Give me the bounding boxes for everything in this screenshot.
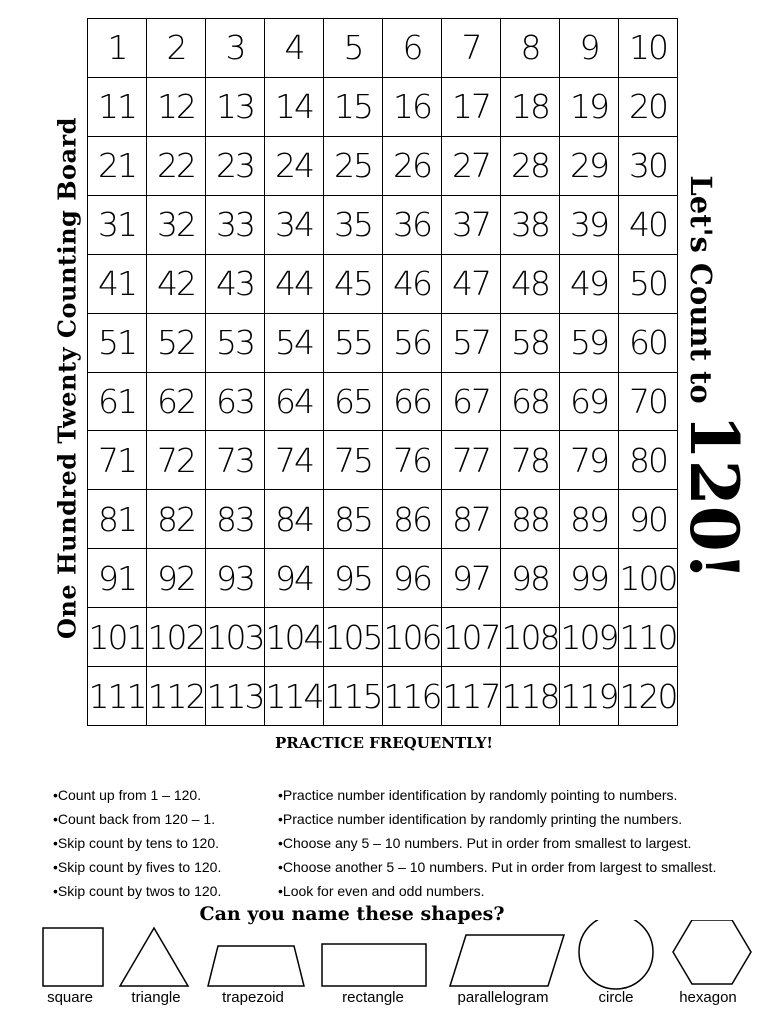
number-cell: 20 <box>619 78 678 137</box>
number-cell: 70 <box>619 373 678 432</box>
shape-label-parallelogram: parallelogram <box>457 989 549 1006</box>
number-cell: 88 <box>501 490 560 549</box>
number-cell: 120 <box>619 667 678 726</box>
number-cell: 112 <box>147 667 206 726</box>
number-cell: 42 <box>147 255 206 314</box>
number-cell: 35 <box>324 196 383 255</box>
number-cell: 107 <box>442 608 501 667</box>
number-cell: 82 <box>147 490 206 549</box>
tip-item: •Skip count by twos to 120. <box>53 883 222 899</box>
number-cell: 104 <box>265 608 324 667</box>
number-cell: 2 <box>147 19 206 78</box>
number-cell: 6 <box>383 19 442 78</box>
number-cell: 111 <box>88 667 147 726</box>
tip-item: •Count back from 120 – 1. <box>53 811 216 827</box>
triangle-icon <box>120 928 188 986</box>
number-cell: 7 <box>442 19 501 78</box>
number-cell: 86 <box>383 490 442 549</box>
number-cell: 13 <box>206 78 265 137</box>
number-cell: 52 <box>147 314 206 373</box>
number-cell: 81 <box>88 490 147 549</box>
number-cell: 54 <box>265 314 324 373</box>
number-cell: 109 <box>560 608 619 667</box>
shape-label-rectangle: rectangle <box>342 989 404 1006</box>
number-cell: 47 <box>442 255 501 314</box>
number-cell: 116 <box>383 667 442 726</box>
number-cell: 78 <box>501 431 560 490</box>
number-cell: 60 <box>619 314 678 373</box>
number-cell: 71 <box>88 431 147 490</box>
number-cell: 53 <box>206 314 265 373</box>
number-cell: 4 <box>265 19 324 78</box>
number-cell: 59 <box>560 314 619 373</box>
number-cell: 5 <box>324 19 383 78</box>
tip-item: •Practice number identification by randomly printing the numbers. <box>278 811 683 827</box>
number-cell: 113 <box>206 667 265 726</box>
number-cell: 58 <box>501 314 560 373</box>
number-cell: 63 <box>206 373 265 432</box>
number-cell: 119 <box>560 667 619 726</box>
number-cell: 68 <box>501 373 560 432</box>
number-cell: 37 <box>442 196 501 255</box>
number-cell: 1 <box>88 19 147 78</box>
number-cell: 102 <box>147 608 206 667</box>
lets-count-title-number: 120! <box>675 413 753 581</box>
number-cell: 114 <box>265 667 324 726</box>
number-cell: 14 <box>265 78 324 137</box>
number-cell: 95 <box>324 549 383 608</box>
number-cell: 117 <box>442 667 501 726</box>
number-cell: 25 <box>324 137 383 196</box>
number-cell: 101 <box>88 608 147 667</box>
number-cell: 19 <box>560 78 619 137</box>
number-cell: 75 <box>324 431 383 490</box>
number-cell: 10 <box>619 19 678 78</box>
number-cell: 72 <box>147 431 206 490</box>
number-cell: 74 <box>265 431 324 490</box>
number-cell: 22 <box>147 137 206 196</box>
number-cell: 73 <box>206 431 265 490</box>
number-cell: 9 <box>560 19 619 78</box>
number-cell: 91 <box>88 549 147 608</box>
number-cell: 118 <box>501 667 560 726</box>
number-cell: 27 <box>442 137 501 196</box>
number-cell: 69 <box>560 373 619 432</box>
shapes-row <box>0 920 768 990</box>
tip-item: •Look for even and odd numbers. <box>278 883 485 899</box>
number-cell: 85 <box>324 490 383 549</box>
number-cell: 76 <box>383 431 442 490</box>
number-cell: 115 <box>324 667 383 726</box>
number-cell: 36 <box>383 196 442 255</box>
number-cell: 8 <box>501 19 560 78</box>
counting-board-grid <box>87 18 678 726</box>
number-cell: 3 <box>206 19 265 78</box>
shape-label-circle: circle <box>598 989 634 1006</box>
shape-label-triangle: triangle <box>131 989 181 1006</box>
board-title-vertical: One Hundred Twenty Counting Board <box>52 117 82 639</box>
number-cell: 77 <box>442 431 501 490</box>
number-cell: 43 <box>206 255 265 314</box>
number-cell: 64 <box>265 373 324 432</box>
number-cell: 67 <box>442 373 501 432</box>
number-cell: 55 <box>324 314 383 373</box>
number-cell: 105 <box>324 608 383 667</box>
number-cell: 38 <box>501 196 560 255</box>
number-cell: 94 <box>265 549 324 608</box>
hexagon-icon <box>673 920 751 984</box>
number-cell: 18 <box>501 78 560 137</box>
number-cell: 97 <box>442 549 501 608</box>
number-cell: 31 <box>88 196 147 255</box>
number-cell: 62 <box>147 373 206 432</box>
tips-list-left <box>53 783 221 903</box>
parallelogram-icon <box>450 935 564 986</box>
number-cell: 98 <box>501 549 560 608</box>
number-cell: 40 <box>619 196 678 255</box>
number-cell: 100 <box>619 549 678 608</box>
tip-item: •Skip count by tens to 120. <box>53 835 220 851</box>
number-cell: 83 <box>206 490 265 549</box>
number-cell: 61 <box>88 373 147 432</box>
number-cell: 106 <box>383 608 442 667</box>
number-cell: 29 <box>560 137 619 196</box>
number-cell: 34 <box>265 196 324 255</box>
number-cell: 23 <box>206 137 265 196</box>
number-cell: 24 <box>265 137 324 196</box>
number-cell: 44 <box>265 255 324 314</box>
number-cell: 12 <box>147 78 206 137</box>
number-cell: 30 <box>619 137 678 196</box>
number-cell: 46 <box>383 255 442 314</box>
number-cell: 16 <box>383 78 442 137</box>
number-cell: 45 <box>324 255 383 314</box>
shape-label-trapezoid: trapezoid <box>222 989 284 1006</box>
number-cell: 103 <box>206 608 265 667</box>
number-cell: 21 <box>88 137 147 196</box>
tip-item: •Skip count by fives to 120. <box>53 859 222 875</box>
number-cell: 99 <box>560 549 619 608</box>
number-cell: 15 <box>324 78 383 137</box>
number-cell: 17 <box>442 78 501 137</box>
lets-count-title-text: Let's Count to <box>684 175 718 414</box>
number-cell: 26 <box>383 137 442 196</box>
number-cell: 66 <box>383 373 442 432</box>
shapes-heading: Can you name these shapes? <box>199 903 505 925</box>
tip-item: •Count up from 1 – 120. <box>53 787 202 803</box>
number-cell: 48 <box>501 255 560 314</box>
number-cell: 32 <box>147 196 206 255</box>
number-cell: 49 <box>560 255 619 314</box>
number-cell: 41 <box>88 255 147 314</box>
number-cell: 65 <box>324 373 383 432</box>
lets-count-title <box>675 175 753 580</box>
number-cell: 80 <box>619 431 678 490</box>
number-cell: 89 <box>560 490 619 549</box>
trapezoid-icon <box>208 946 304 986</box>
number-cell: 79 <box>560 431 619 490</box>
number-cell: 51 <box>88 314 147 373</box>
number-cell: 108 <box>501 608 560 667</box>
number-cell: 39 <box>560 196 619 255</box>
tip-item: •Choose any 5 – 10 numbers. Put in order from smallest to largest. <box>278 835 692 851</box>
square-icon <box>43 928 103 986</box>
number-cell: 93 <box>206 549 265 608</box>
tip-item: •Choose another 5 – 10 numbers. Put in order from largest to smallest. <box>278 859 717 875</box>
number-cell: 33 <box>206 196 265 255</box>
practice-heading: PRACTICE FREQUENTLY! <box>275 734 493 752</box>
number-cell: 87 <box>442 490 501 549</box>
number-cell: 56 <box>383 314 442 373</box>
rectangle-icon <box>322 944 426 986</box>
number-cell: 11 <box>88 78 147 137</box>
shape-label-hexagon: hexagon <box>679 989 737 1006</box>
circle-icon <box>579 920 653 989</box>
number-cell: 57 <box>442 314 501 373</box>
number-cell: 28 <box>501 137 560 196</box>
tips-list-right <box>278 783 716 903</box>
number-cell: 110 <box>619 608 678 667</box>
number-cell: 50 <box>619 255 678 314</box>
number-cell: 84 <box>265 490 324 549</box>
shape-label-square: square <box>47 989 93 1006</box>
number-cell: 90 <box>619 490 678 549</box>
tip-item: •Practice number identification by randomly pointing to numbers. <box>278 787 678 803</box>
number-cell: 96 <box>383 549 442 608</box>
number-cell: 92 <box>147 549 206 608</box>
